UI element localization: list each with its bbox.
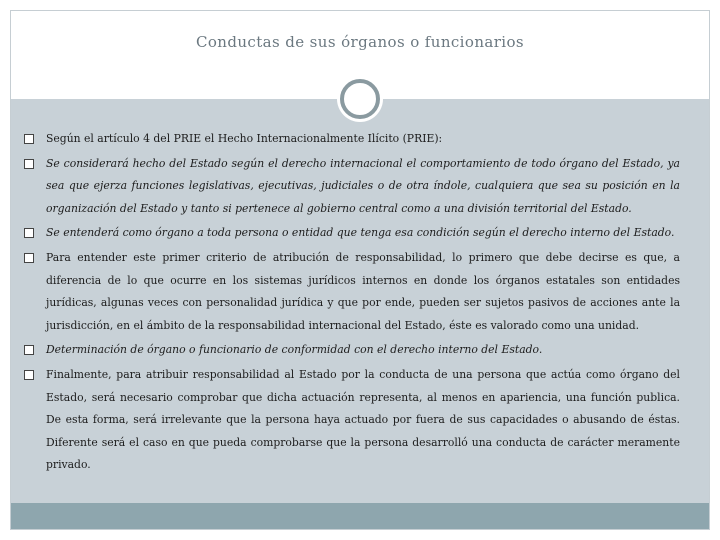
checkbox-bullet-icon (24, 159, 34, 169)
checkbox-bullet-icon (24, 253, 34, 263)
bullet-item (20, 247, 680, 337)
footer-bar (11, 503, 709, 529)
bullet-text: Según el artículo 4 del PRIE el Hecho Internacionalmente Ilícito (PRIE): (46, 132, 443, 145)
bullet-list (20, 128, 680, 479)
bullet-item (20, 222, 680, 245)
slide-title: Conductas de sus órganos o funcionarios (195, 33, 525, 51)
checkbox-bullet-icon (24, 345, 34, 355)
bullet-text: Se considerará hecho del Estado según el derecho internacional el comportamiento de todo órgano del Estado, ya sea que ejerza funciones legislativas, ejecutivas, judiciales o de otra índole, cualquiera que sea su posición en la organización del Estado y tanto si pertenece al gobierno central como a una división territorial del Estado. (46, 156, 680, 215)
bullet-text: Determinación de órgano o funcionario de conformidad con el derecho interno del Estado. (46, 343, 543, 357)
bullet-item (20, 364, 680, 477)
checkbox-bullet-icon (24, 370, 34, 380)
bullet-item (20, 128, 680, 151)
divider-circle-icon (340, 79, 380, 119)
bullet-text: Se entenderá como órgano a toda persona o entidad que tenga esa condición según el derecho interno del Estado. (46, 226, 675, 240)
bullet-item (20, 339, 680, 362)
bullet-item (20, 153, 680, 221)
bullet-text: Finalmente, para atribuir responsabilidad al Estado por la conducta de una persona que actúa como órgano del Estado, será necesario comprobar que dicha actuación representa, al menos en apariencia, una función publica. De esta forma, será irrelevante que la persona haya actuado por fuera de sus capacidades o abusando de éstas. Diferente será el caso en que pueda comprobarse que la persona desarrolló una conducta de carácter meramente privado. (46, 367, 680, 472)
checkbox-bullet-icon (24, 228, 34, 238)
checkbox-bullet-icon (24, 134, 34, 144)
bullet-text: Para entender este primer criterio de atribución de responsabilidad, lo primero que debe decirse es que, a diferencia de lo que ocurre en los sistemas jurídicos internos en donde los órganos estatales son entidades jurídicas, algunas veces con personalidad jurídica y que por ende, pueden ser sujetos pasivos de acciones ante la jurisdicción, en el ámbito de la responsabilidad internacional del Estado, éste es valorado como una unidad. (46, 250, 680, 332)
